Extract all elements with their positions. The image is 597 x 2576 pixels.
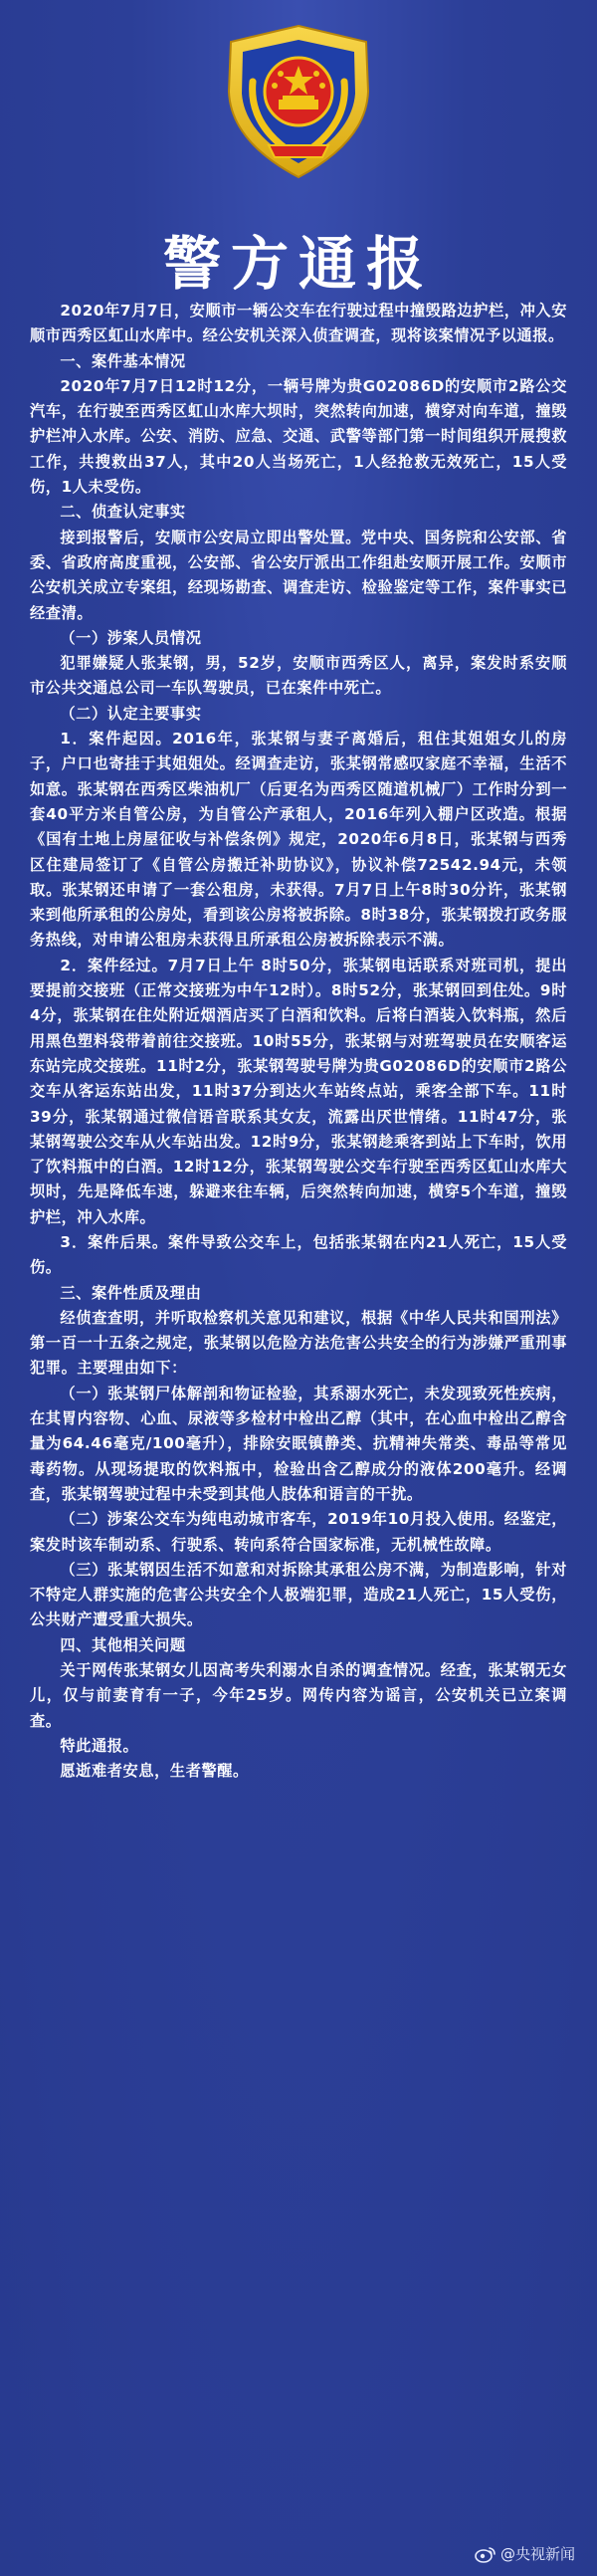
paragraph: （二）涉案公交车为纯电动城市客车，2019年10月投入使用。经鉴定，案发时该车制动系、行驶系、转向系符合国家标准，无机械性故障。 [30, 1510, 567, 1554]
section-heading: 二、侦查认定事实 [60, 503, 186, 522]
paragraph: 接到报警后，安顺市公安局立即出警处置。党中央、国务院和公安部、省委、省政府高度重视，公安部、省公安厅派出工作组赴安顺开展工作。安顺市公安机关成立专案组，经现场勘查、调查走访、检验鉴定等工作，案件事实已经查清。 [30, 528, 567, 622]
paragraph: 关于网传张某钢女儿因高考失利溺水自杀的调查情况。经查，张某钢无女儿，仅与前妻育有一子，今年25岁。网传内容为谣言，公安机关已立案调查。 [30, 1661, 567, 1730]
section-heading: （一）涉案人员情况 [60, 628, 202, 647]
police-emblem [217, 22, 381, 181]
paragraph: （三）张某钢因生活不如意和对拆除其承租公房不满，为制造影响，针对不特定人群实施的危害公共安全个人极端犯罪，造成21人死亡，15人受伤，公共财产遭受重大损失。 [30, 1560, 567, 1629]
paragraph: 2．案件经过。7月7日上午 8时50分，张某钢电话联系对班司机，提出要提前交接班（正常交接班为中午12时）。8时52分，张某钢回到住处。9时4分，张某钢在住处附近烟酒店买了白酒和饮料。后将白酒装入饮料瓶，然后用黑色塑料袋带着前往交接班。10时55分，张某钢与对班驾驶员在安顺客运东站完成交接班。11时2分，张某钢驾驶号牌为贵G02086D的安顺市2路公交车从客运东站出发，11时37分到达火车站终点站，乘客全部下车。11时39分，张某钢通过微信语音联系其女友，流露出厌世情绪。11时47分，张某钢驾驶公交车从火车站出发。12时9分，张某钢趁乘客到站上下车时，饮用了饮料瓶中的白酒。12时12分，张某钢驾驶公交车行驶至西秀区虹山水库大坝时，先是降低车速，躲避来往车辆，后突然转向加速，横穿5个车道，撞毁护栏，冲入水库。 [30, 956, 567, 1226]
paragraph: 犯罪嫌疑人张某钢，男，52岁，安顺市西秀区人，离异，案发时系安顺市公共交通总公司一车队驾驶员，已在案件中死亡。 [30, 654, 567, 698]
section-heading: 一、案件基本情况 [60, 351, 186, 370]
page-title: 警方通报 [162, 230, 434, 298]
weibo-icon [475, 2545, 497, 2563]
notice-body [30, 299, 567, 1785]
section-heading: 三、案件性质及理由 [60, 1283, 202, 1302]
source-text: @央视新闻 [499, 2545, 575, 2563]
paragraph: 3．案件后果。案件导致公交车上，包括张某钢在内21人死亡，15人受伤。 [30, 1232, 567, 1277]
section-heading: （二）认定主要事实 [60, 704, 202, 723]
paragraph: 1．案件起因。2016年，张某钢与妻子离婚后，租住其姐姐女儿的房子，户口也寄挂于其姐姐处。经调查走访，张某钢常感叹家庭不幸福，生活不如意。张某钢在西秀区柴油机厂（后更名为西秀区随道机械厂）工作时分到一套40平方米自管公房，为自管公产承租人，2016年列入棚户区改造。根据《国有土地上房屋征收与补偿条例》规定，2020年6月8日，张某钢与西秀区住建局签订了《自管公房搬迁补助协议》，协议补偿72542.94元，未领取。张某钢还申请了一套公租房，未获得。7月7日上午8时30分许，张某钢来到他所承租的公房处，看到该公房将被拆除。8时38分，张某钢拨打政务服务热线，对申请公租房未获得且所承租公房被拆除表示不满。 [30, 730, 567, 950]
section-heading: 四、其他相关问题 [60, 1635, 186, 1654]
paragraph: 愿逝难者安息，生者警醒。 [60, 1762, 249, 1781]
paragraph: 特此通报。 [60, 1736, 139, 1755]
paragraph: 经侦查查明，并听取检察机关意见和建议，根据《中华人民共和国刑法》第一百一十五条之规定，张某钢以危险方法危害公共安全的行为涉嫌严重刑事犯罪。主要理由如下： [30, 1308, 567, 1378]
paragraph: 2020年7月7日12时12分，一辆号牌为贵G02086D的安顺市2路公交汽车，在行驶至西秀区虹山水库大坝时，突然转向加速，横穿对向车道，撞毁护栏冲入水库。公安、消防、应急、交通、武警等部门第一时间组织开展搜救工作，共搜救出37人，其中20人当场死亡，1人经抢救无效死亡，15人受伤，1人未受伤。 [30, 376, 567, 497]
paragraph: 2020年7月7日，安顺市一辆公交车在行驶过程中撞毁路边护栏，冲入安顺市西秀区虹山水库中。经公安机关深入侦查调查，现将该案情况予以通报。 [30, 302, 567, 345]
source-credit [475, 2543, 575, 2564]
paragraph: （一）张某钢尸体解剖和物证检验，其系溺水死亡，未发现致死性疾病，在其胃内容物、心血、尿液等多检材中检出乙醇（其中，在心血中检出乙醇含量为64.46毫克/100毫升），排除安眠镇静类、抗精神失常类、毒品等常见毒药物。从现场提取的饮料瓶中，检验出含乙醇成分的液体200毫升。经调查，张某钢驾驶过程中未受到其他人肢体和语言的干扰。 [30, 1384, 567, 1503]
